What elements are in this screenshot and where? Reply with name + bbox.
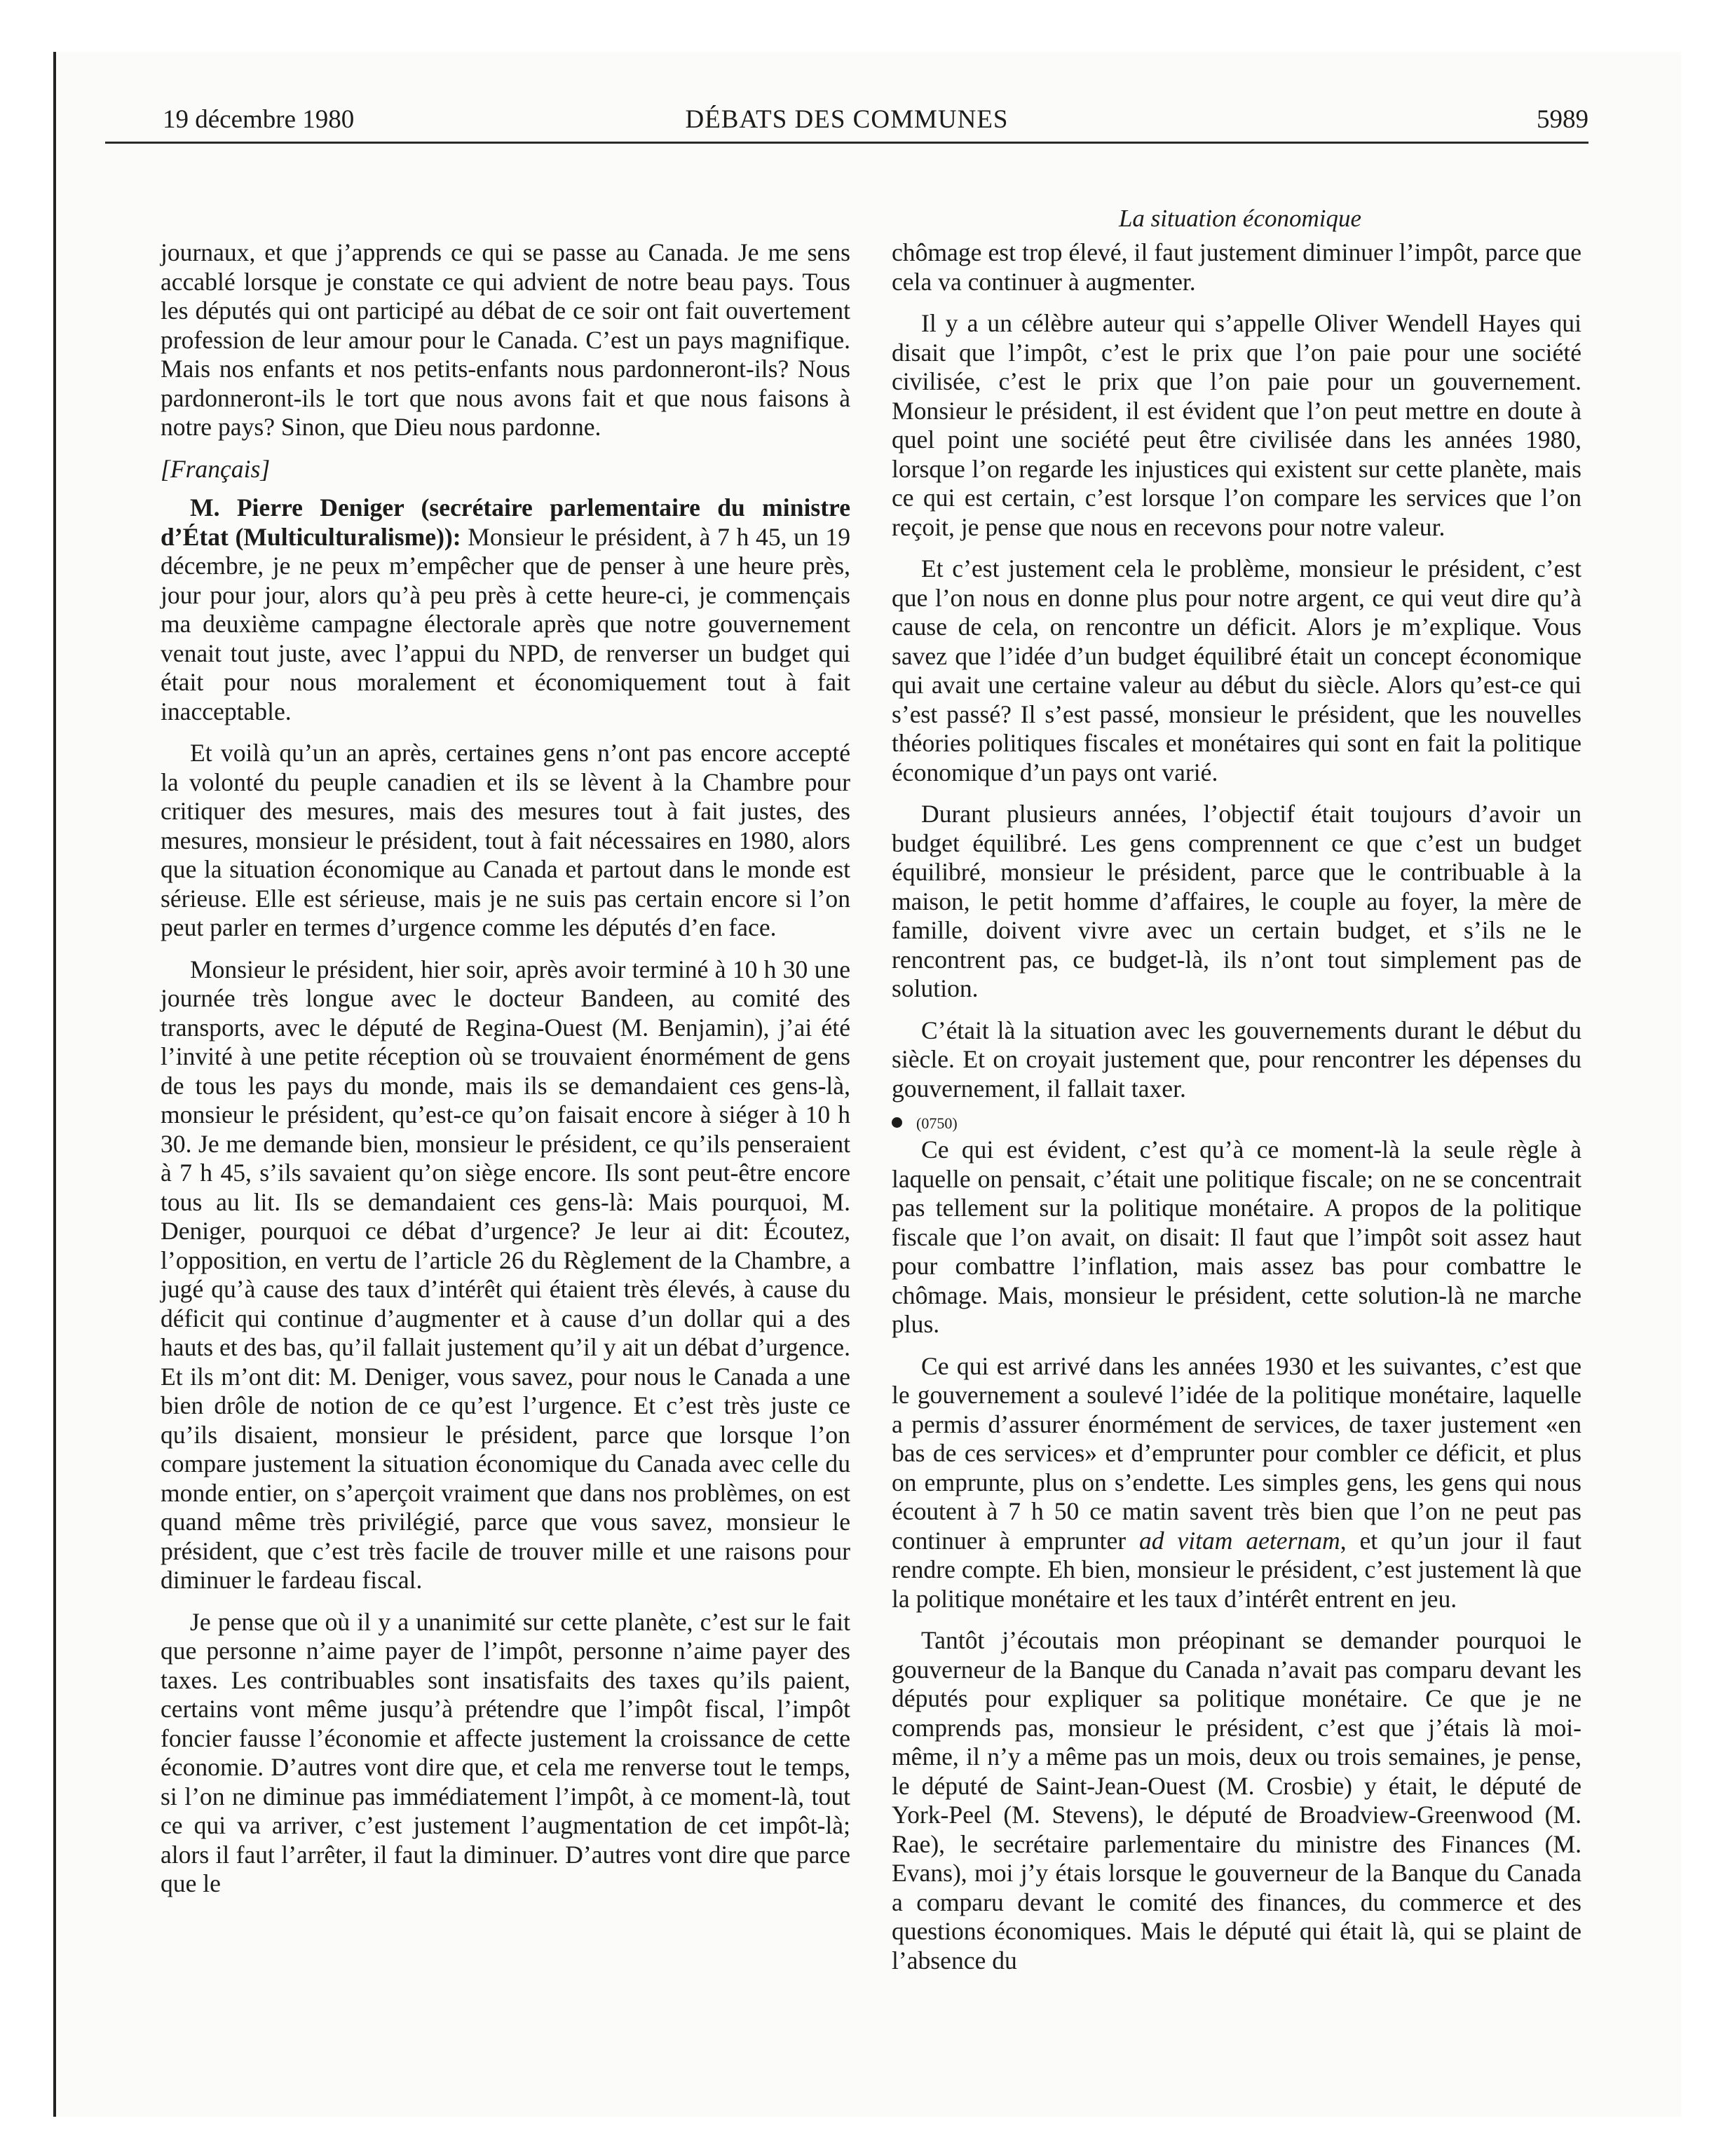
paragraph-text: Ce qui est arrivé dans les années 1930 et les suivantes, c’est que le gouvernement a soulevé l’idée de la politique monétaire, laquelle a permis d’assurer énormément de services, de taxer justement «en bas de ces services» et d’emprunter pour combler ce déficit, et plus on emprunte, plus on s’endette. Les simples gens, les gens qui nous écoutent à 7 h 50 ce matin savent très bien que l’on ne peut pas continuer à emprunter	[892, 1351, 1581, 1555]
section-title: La situation économique	[1118, 205, 1362, 232]
header-publication-title: DÉBATS DES COMMUNES	[685, 105, 1009, 134]
time-marker-text: (0750)	[916, 1114, 958, 1132]
paragraph-text: , et qu’un jour il faut rendre compte. Eh bien, monsieur le président, c’est justement là que la politique monétaire et les taux d’intérêt entrent en jeu.	[892, 1526, 1581, 1613]
paragraph-text: Monsieur le président, à 7 h 45, un 19 décembre, je ne peux m’empêcher que de penser à une heure près, jour pour jour, alors qu’à peu près à cette heure-ci, je commençais ma deuxième campagne électorale après que notre gouvernement venait tout juste, avec l’appui du NPD, de renverser un budget qui était pour nous moralement et économiquement tout à fait inacceptable.	[161, 522, 850, 725]
paragraph: journaux, et que j’apprends ce qui se passe au Canada. Je me sens accablé lorsque je constate ce qui advient de notre beau pays. Tous les députés qui ont participé au débat de ce soir ont fait ouvertement profession de leur amour pour le Canada. C’est un pays magnifique. Mais nos enfants et nos petits-enfants nous pardonneront-ils? Nous pardonneront-ils le tort que nous avons fait et que nous faisons à notre pays? Sinon, que Dieu nous pardonne.	[161, 238, 850, 441]
paragraph: C’était là la situation avec les gouvernements durant le début du siècle. Et on croyait justement que, pour rencontrer les dépenses du gouvernement, il fallait taxer.	[892, 1016, 1581, 1103]
speaker-name: M. Pierre Deniger (secrétaire parlementaire du ministre d’État (Multiculturalisme)):	[161, 493, 850, 551]
header-date: 19 décembre 1980	[163, 105, 355, 134]
bullet-icon	[892, 1117, 902, 1128]
time-marker	[892, 1113, 1581, 1134]
paragraph: Et voilà qu’un an après, certaines gens n’ont pas encore accepté la volonté du peuple canadien et ils se lèvent à la Chambre pour critiquer des mesures, mais des mesures tout à fait justes, des mesures, monsieur le président, tout à fait nécessaires en 1980, alors que la situation économique au Canada et partout dans le monde est sérieuse. Elle est sérieuse, mais je ne suis pas certain encore si l’on peut parler en termes d’urgence comme les députés d’en face.	[161, 739, 850, 941]
language-tag: [Français]	[161, 454, 271, 483]
speaker-paragraph	[161, 493, 850, 726]
latin-phrase: ad vitam aeternam	[1138, 1526, 1340, 1555]
paragraph: chômage est trop élevé, il faut justement diminuer l’impôt, parce que cela va continuer à augmenter.	[892, 238, 1581, 296]
paragraph: Ce qui est évident, c’est qu’à ce moment-là la seule règle à laquelle on pensait, c’était une politique fiscale; on ne se concentrait pas tellement sur la politique monétaire. A propos de la politique fiscale que l’on avait, on disait: Il faut que l’impôt soit assez haut pour combattre l’inflation, mais assez bas pour combattre le chômage. Mais, monsieur le président, cette solution-là ne marche plus.	[892, 1135, 1581, 1338]
header-page-number: 5989	[1537, 105, 1588, 134]
paragraph: Je pense que où il y a unanimité sur cette planète, c’est sur le fait que personne n’aime payer de l’impôt, personne n’aime payer des taxes. Les contribuables sont insatisfaits des taxes qu’ils paient, certains vont même jusqu’à prétendre que l’impôt fiscal, l’impôt foncier fausse l’économie et affecte justement la croissance de cette économie. D’autres vont dire que, et cela me renverse tout le temps, si l’on ne diminue pas immédiatement l’impôt, à ce moment-là, tout ce qui va arriver, c’est justement l’augmentation de cet impôt-là; alors il faut l’arrêter, il faut la diminuer. D’autres vont dire que parce que le	[161, 1607, 850, 1897]
paragraph	[892, 1352, 1581, 1614]
paragraph: Durant plusieurs années, l’objectif était toujours d’avoir un budget équilibré. Les gens comprennent ce que c’est un budget équilibré, monsieur le président, parce que le contribuable à la maison, le petit homme d’affaires, le couple au foyer, la mère de famille, doivent vivre avec un certain budget, et s’ils ne le rencontrent pas, ce budget-là, ils n’ont tout simplement pas de solution.	[892, 800, 1581, 1002]
left-column	[161, 238, 850, 1911]
paragraph: Monsieur le président, hier soir, après avoir terminé à 10 h 30 une journée très longue avec le docteur Bandeen, au comité des transports, avec le député de Regina-Ouest (M. Benjamin), j’ai été l’invité à une petite réception où se trouvaient énormément de gens de tous les pays du monde, mais ils se demandaient ces gens-là, monsieur le président, qu’est-ce qu’on faisait encore à siéger à 10 h 30. Je me demande bien, monsieur le président, ce qu’ils penseraient à 7 h 45, s’ils savaient qu’on siège encore. Ils sont peut-être encore tous au lit. Ils se demandaient ces gens-là: Mais pourquoi, M. Deniger, pourquoi ce débat d’urgence? Je leur ai dit: Écoutez, l’opposition, en vertu de l’article 26 du Règlement de la Chambre, a jugé qu’à cause des taux d’intérêt qui étaient très élevés, à cause du déficit qui continue d’augmenter et à cause d’un dollar qui a des hauts et des bas, qu’il fallait justement qu’il y ait un débat d’urgence. Et ils m’ont dit: M. Deniger, vous savez, pour nous le Canada a une bien drôle de notion de ce qu’est l’urgence. Et c’est très juste ce qu’ils disaient, monsieur le président, parce que lorsque l’on compare justement la situation économique du Canada avec celle du monde entier, on s’aperçoit vraiment que dans nos problèmes, on est quand même très privilégié, parce que vous savez, monsieur le président, que c’est très facile de trouver mille et une raisons pour diminuer le fardeau fiscal.	[161, 955, 850, 1594]
running-header	[105, 100, 1588, 144]
right-column	[892, 238, 1581, 1988]
paragraph: Et c’est justement cela le problème, monsieur le président, c’est que l’on nous en donne plus pour notre argent, ce qui veut dire qu’à cause de cela, on rencontre un déficit. Alors je m’explique. Vous savez que l’idée d’un budget équilibré était un concept économique qui avait une certaine valeur au début du siècle. Alors qu’est-ce qui s’est passé? Il s’est passé, monsieur le président, que les nouvelles théories politiques fiscales et monétaires qui sont en fait la politique économique d’un pays ont varié.	[892, 554, 1581, 786]
paragraph: Tantôt j’écoutais mon préopinant se demander pourquoi le gouverneur de la Banque du Canada n’avait pas comparu devant les députés pour expliquer sa politique monétaire. Ce que je ne comprends pas, monsieur le président, c’est que j’étais là moi-même, il n’y a même pas un mois, deux ou trois semaines, je pense, le député de Saint-Jean-Ouest (M. Crosbie) y était, le député de York-Peel (M. Stevens), le député de Broadview-Greenwood (M. Rae), le secrétaire parlementaire du ministre des Finances (M. Evans), moi j’y étais lorsque le gouverneur de la Banque du Canada a comparu devant le comité des finances, du commerce et des questions économiques. Mais le député qui était là, qui se plaint de l’absence du	[892, 1626, 1581, 1974]
paragraph: Il y a un célèbre auteur qui s’appelle Oliver Wendell Hayes qui disait que l’impôt, c’est le prix que l’on paie pour une société civilisée, c’est le prix que l’on paie pour un gouvernement. Monsieur le président, il est évident que l’on peut mettre en doute à quel point une société peut être civilisée dans les années 1980, lorsque l’on regarde les injustices qui existent sur cette planète, mais ce qui est certain, c’est lorsque l’on compare les services que l’on reçoit, je pense que nous en recevons pour notre valeur.	[892, 309, 1581, 541]
